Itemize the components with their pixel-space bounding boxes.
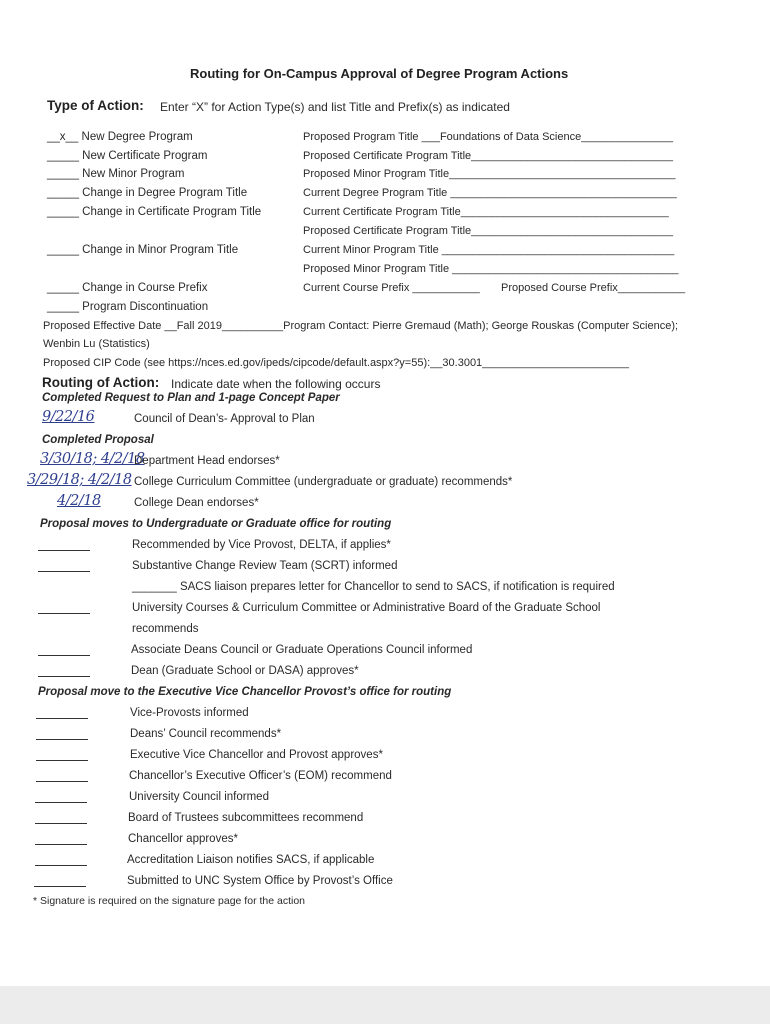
- action-program-discontinuation[interactable]: _____ Program Discontinuation: [47, 301, 209, 313]
- date-line-dean-approves[interactable]: [38, 676, 90, 677]
- step-college-committee: College Curriculum Committee (undergraduate or graduate) recommends*: [134, 476, 513, 488]
- type-of-action-label: Type of Action:: [47, 98, 144, 113]
- routing-instruction: Indicate date when the following occurs: [171, 377, 381, 391]
- step-college-dean: College Dean endorses*: [134, 497, 259, 509]
- step-uccc-continued: recommends: [132, 623, 199, 635]
- page-title: Routing for On-Campus Approval of Degree Program Actions: [190, 66, 569, 81]
- step-vice-provosts: Vice-Provosts informed: [130, 707, 249, 719]
- step-scrt: Substantive Change Review Team (SCRT) informed: [132, 560, 398, 572]
- step-eom: Chancellor’s Executive Officer’s (EOM) recommend: [129, 770, 392, 782]
- step-delta: Recommended by Vice Provost, DELTA, if applies*: [132, 539, 391, 551]
- step-chancellor: Chancellor approves*: [128, 833, 238, 845]
- date-college-dean[interactable]: 4/2/18: [57, 493, 101, 509]
- date-line-trustees[interactable]: [35, 823, 87, 824]
- date-council-deans[interactable]: 9/22/16: [42, 409, 95, 425]
- date-line-unc[interactable]: [34, 886, 86, 887]
- step-sacs-letter: _______ SACS liaison prepares letter for Chancellor to send to SACS, if notification is required: [132, 581, 615, 593]
- section-completed-proposal: Completed Proposal: [42, 434, 154, 446]
- proposed-minor-title-field-2[interactable]: Proposed Minor Program Title _____________________________________: [303, 263, 679, 275]
- step-department-head: Department Head endorses*: [134, 455, 280, 467]
- date-line-eom[interactable]: [36, 781, 88, 782]
- proposed-course-prefix-field[interactable]: Proposed Course Prefix___________: [501, 282, 686, 294]
- date-line-accreditation[interactable]: [35, 865, 87, 866]
- step-unc-submission: Submitted to UNC System Office by Provost’s Office: [127, 875, 393, 887]
- section-concept-paper: Completed Request to Plan and 1-page Concept Paper: [42, 392, 340, 404]
- date-line-deans-council[interactable]: [36, 739, 88, 740]
- section-ug-grad-routing: Proposal moves to Undergraduate or Graduate office for routing: [40, 518, 392, 530]
- proposed-program-title-field[interactable]: Proposed Program Title ___Foundations of Data Science_______________: [303, 131, 673, 143]
- routing-label: Routing of Action:: [42, 375, 160, 390]
- date-line-delta[interactable]: [38, 550, 90, 551]
- step-accreditation: Accreditation Liaison notifies SACS, if applicable: [127, 854, 375, 866]
- current-minor-title-field[interactable]: Current Minor Program Title ______________________________________: [303, 244, 675, 256]
- step-trustees: Board of Trustees subcommittees recommend: [128, 812, 364, 824]
- action-change-course-prefix[interactable]: _____ Change in Course Prefix: [47, 282, 208, 294]
- step-evc-approves: Executive Vice Chancellor and Provost approves*: [130, 749, 383, 761]
- current-certificate-title-field[interactable]: Current Certificate Program Title__________________________________: [303, 206, 669, 218]
- current-course-prefix-field[interactable]: Current Course Prefix ___________: [303, 282, 480, 294]
- cip-code: Proposed CIP Code (see https://nces.ed.gov/ipeds/cipcode/default.aspx?y=55):__30.3001________________________: [43, 357, 629, 369]
- date-line-chancellor[interactable]: [35, 844, 87, 845]
- program-contact-continued: Wenbin Lu (Statistics): [43, 338, 150, 350]
- date-line-vice-provosts[interactable]: [36, 718, 88, 719]
- footnote: * Signature is required on the signature page for the action: [33, 895, 306, 907]
- date-line-uccc[interactable]: [38, 613, 90, 614]
- type-of-action-instruction: Enter “X” for Action Type(s) and list Title and Prefix(s) as indicated: [160, 100, 510, 114]
- date-department-head[interactable]: 3/30/18; 4/2/18: [40, 451, 145, 467]
- action-change-minor-title[interactable]: _____ Change in Minor Program Title: [47, 244, 239, 256]
- step-uccc: University Courses & Curriculum Committee or Administrative Board of the Graduate School: [132, 602, 601, 614]
- date-line-evc-approves[interactable]: [36, 760, 88, 761]
- step-assoc-deans: Associate Deans Council or Graduate Operations Council informed: [131, 644, 473, 656]
- proposed-certificate-title-field[interactable]: Proposed Certificate Program Title_________________________________: [303, 150, 674, 162]
- proposed-certificate-title-field-2[interactable]: Proposed Certificate Program Title_________________________________: [303, 225, 674, 237]
- step-deans-council: Deans’ Council recommends*: [130, 728, 282, 740]
- action-change-certificate-title[interactable]: _____ Change in Certificate Program Title: [47, 206, 262, 218]
- action-new-certificate[interactable]: _____ New Certificate Program: [47, 150, 208, 162]
- date-line-assoc-deans[interactable]: [38, 655, 90, 656]
- step-dean-approves: Dean (Graduate School or DASA) approves*: [131, 665, 359, 677]
- action-new-degree[interactable]: __x__ New Degree Program: [47, 131, 193, 143]
- date-college-committee[interactable]: 3/29/18; 4/2/18: [27, 472, 132, 488]
- date-line-scrt[interactable]: [38, 571, 90, 572]
- section-evc-routing: Proposal move to the Executive Vice Chancellor Provost’s office for routing: [38, 686, 452, 698]
- step-univ-council: University Council informed: [129, 791, 269, 803]
- action-new-minor[interactable]: _____ New Minor Program: [47, 168, 185, 180]
- step-council-deans: Council of Dean’s- Approval to Plan: [134, 413, 315, 425]
- date-line-univ-council[interactable]: [35, 802, 87, 803]
- scan-bottom-edge: [0, 986, 770, 1024]
- current-degree-title-field[interactable]: Current Degree Program Title _____________________________________: [303, 187, 677, 199]
- proposed-minor-title-field[interactable]: Proposed Minor Program Title_____________________________________: [303, 168, 676, 180]
- action-change-degree-title[interactable]: _____ Change in Degree Program Title: [47, 187, 248, 199]
- effective-date-contact: Proposed Effective Date __Fall 2019__________Program Contact: Pierre Gremaud (Math); George Rouskas (Computer Science);: [43, 320, 679, 332]
